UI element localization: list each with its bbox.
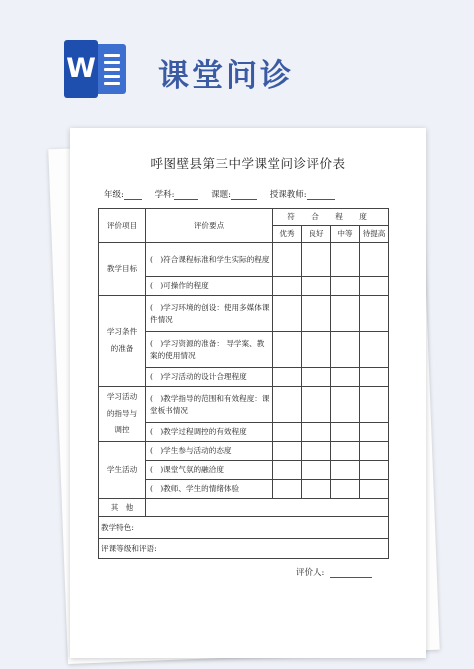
subject-field[interactable]: 学科: [155,188,199,200]
point-guidance-scope: ( )教学指导的范围和有效程度：课堂板书情况 [146,387,273,423]
rating-cell[interactable] [273,243,302,277]
evaluation-table [98,208,389,559]
rating-cell[interactable] [302,277,331,296]
document-page [70,128,426,658]
category-student-activity: 学生活动 [99,442,146,499]
rating-cell[interactable] [273,296,302,332]
rating-cell[interactable] [302,296,331,332]
rating-cell[interactable] [360,277,389,296]
rating-cell[interactable] [331,296,360,332]
rating-cell[interactable] [331,461,360,480]
rating-cell[interactable] [302,442,331,461]
rating-cell[interactable] [302,461,331,480]
rating-cell[interactable] [360,387,389,423]
point-emotions: ( )教师、学生的情绪体验 [146,480,273,499]
rating-cell[interactable] [302,368,331,387]
rating-cell[interactable] [360,332,389,368]
rating-cell[interactable] [360,243,389,277]
point-resources: ( )学习资源的准备： 导学案、教案的使用情况 [146,332,273,368]
header-degree: 符 合 程 度 [273,209,389,226]
rating-cell[interactable] [273,387,302,423]
rating-cell[interactable] [331,368,360,387]
point-participation: ( )学生参与活动的态度 [146,442,273,461]
rating-cell[interactable] [331,277,360,296]
point-multimedia: ( )学习环境的创设：使用多媒体课件情况 [146,296,273,332]
evaluator-field[interactable]: 评价人: [296,566,372,578]
rating-cell[interactable] [302,332,331,368]
topic-field[interactable]: 课题: [211,188,257,200]
page-header [0,0,474,110]
features-field[interactable]: 教学特色: [99,517,389,539]
rating-cell[interactable] [273,480,302,499]
rating-cell[interactable] [302,480,331,499]
header-item: 评价项目 [99,209,146,243]
rating-cell[interactable] [302,243,331,277]
rating-cell[interactable] [360,480,389,499]
level-good: 良好 [302,226,331,243]
category-teaching-goals: 教学目标 [99,243,146,296]
rating-cell[interactable] [360,296,389,332]
rating-cell[interactable] [331,387,360,423]
rating-cell[interactable] [273,442,302,461]
app-title: 课堂问诊 [158,58,294,94]
other-field[interactable] [146,499,389,517]
level-excellent: 优秀 [273,226,302,243]
teacher-field[interactable]: 授课教师: [270,188,335,200]
level-average: 中等 [331,226,360,243]
form-meta-row [104,188,404,200]
rating-cell[interactable] [331,423,360,442]
document-title: 呼图壁县第三中学课堂问诊评价表 [150,156,346,171]
grade-field[interactable]: 年级: [104,188,142,200]
rating-cell[interactable] [331,442,360,461]
word-logo-letter: W [64,40,98,98]
grade-comment-field[interactable]: 评课等级和评语: [99,539,389,559]
rating-cell[interactable] [273,461,302,480]
rating-cell[interactable] [273,368,302,387]
rating-cell[interactable] [360,423,389,442]
rating-cell[interactable] [360,368,389,387]
rating-cell[interactable] [360,442,389,461]
rating-cell[interactable] [360,461,389,480]
point-atmosphere: ( )课堂气氛的融洽度 [146,461,273,480]
rating-cell[interactable] [331,332,360,368]
rating-cell[interactable] [273,332,302,368]
point-operability: ( )可操作的程度 [146,277,273,296]
point-activity-design: ( )学习活动的设计合理程度 [146,368,273,387]
header-points: 评价要点 [146,209,273,243]
category-learning-preparation: 学习条件 的准备 [99,296,146,387]
rating-cell[interactable] [302,387,331,423]
rating-cell[interactable] [273,277,302,296]
rating-cell[interactable] [331,243,360,277]
rating-cell[interactable] [273,423,302,442]
level-improve: 待提高 [360,226,389,243]
rating-cell[interactable] [302,423,331,442]
point-curriculum-fit: ( )符合课程标准和学生实际的程度 [146,243,273,277]
word-logo-icon [64,40,128,96]
point-process-control: ( )教学过程调控的有效程度 [146,423,273,442]
category-activity-guidance: 学习活动 的指导与 调控 [99,387,146,442]
other-label: 其 他 [99,499,146,517]
rating-cell[interactable] [331,480,360,499]
